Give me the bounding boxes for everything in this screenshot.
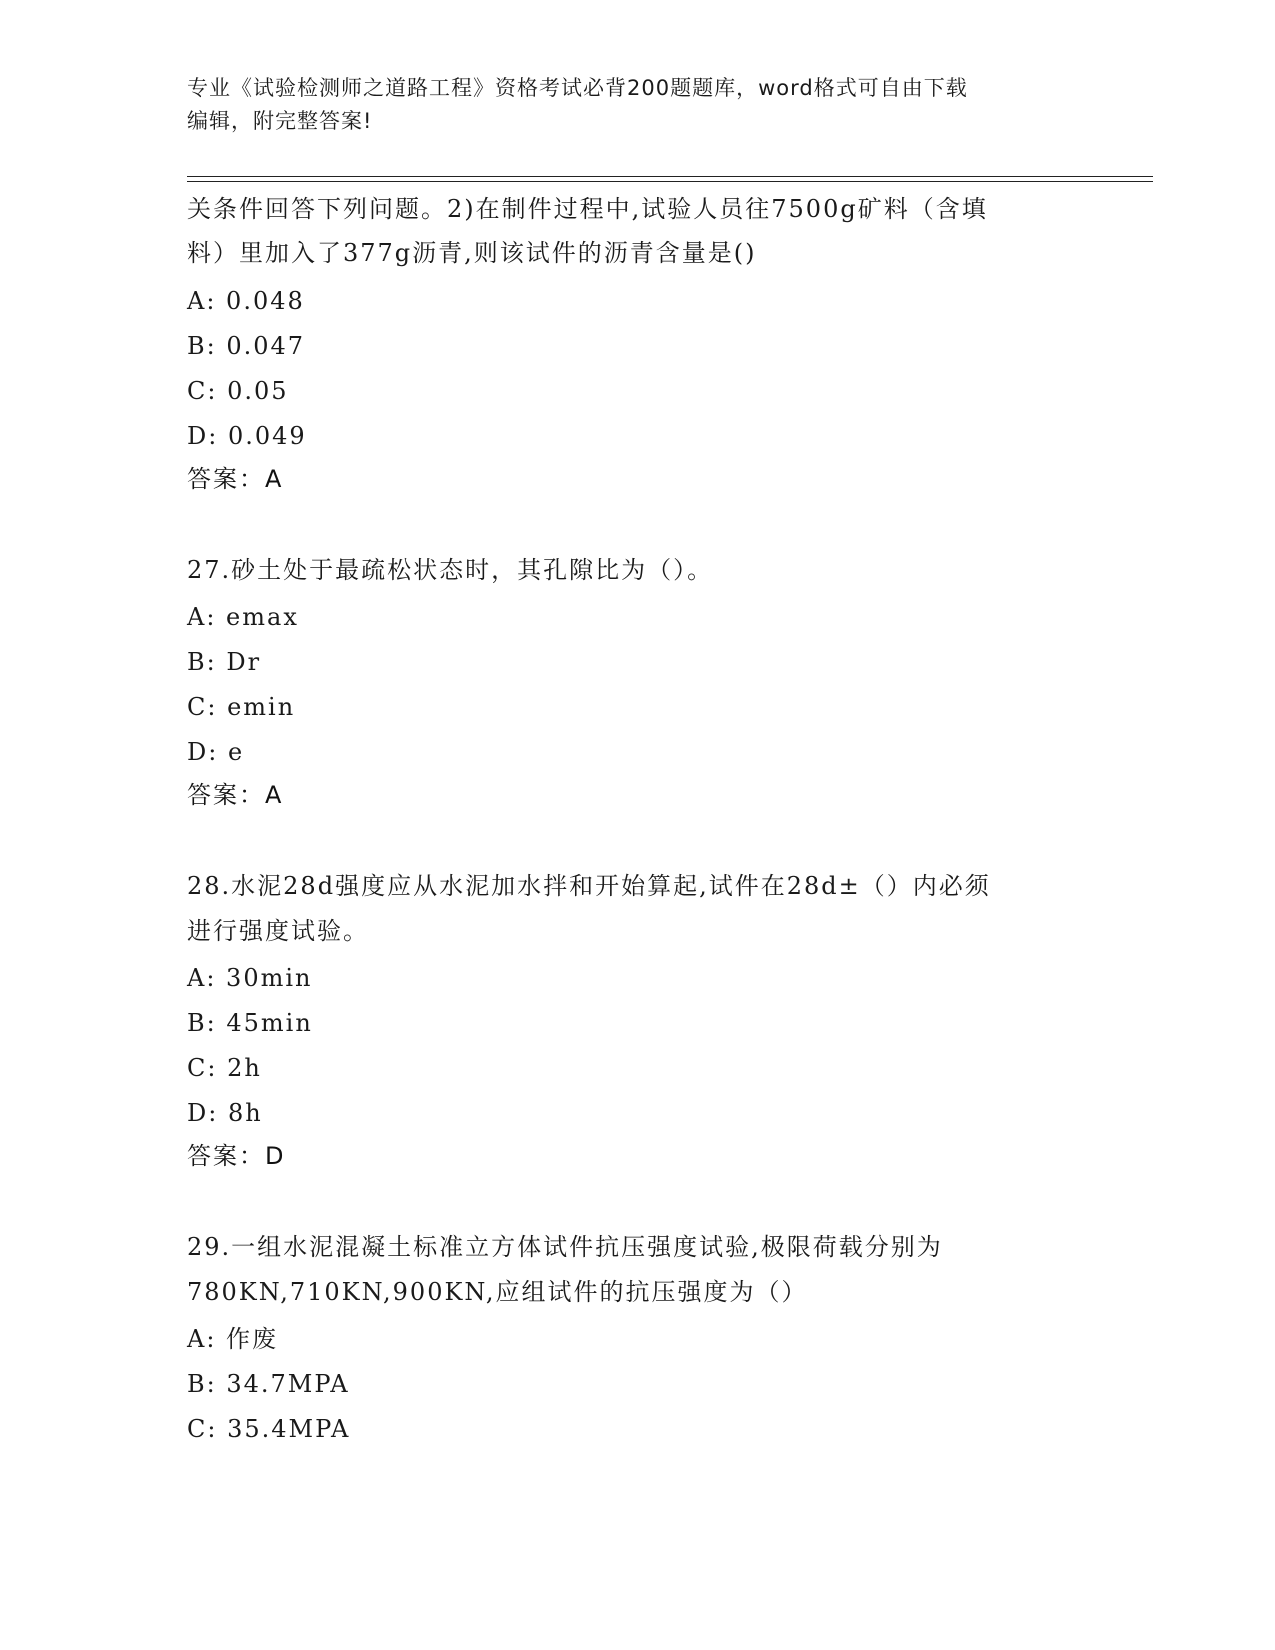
option-b: B: Dr xyxy=(187,648,262,676)
header-title-line1: 专业《试验检测师之道路工程》资格考试必背200题题库，word格式可自由下载 xyxy=(187,76,968,100)
option-a: A: emax xyxy=(187,603,299,631)
question-stem-line: 28.水泥28d强度应从水泥加水拌和开始算起,试件在28d±（）内必须 xyxy=(187,872,991,900)
question-stem-line: 27.砂土处于最疏松状态时，其孔隙比为（）。 xyxy=(187,556,714,584)
question-stem-line: 进行强度试验。 xyxy=(187,917,369,945)
option-b: B: 45min xyxy=(187,1009,313,1037)
option-c: C: 2h xyxy=(187,1054,262,1082)
option-c: C: 0.05 xyxy=(187,377,289,405)
option-a: A: 30min xyxy=(187,964,313,992)
header-title-line2: 编辑，附完整答案! xyxy=(187,109,373,133)
answer-label: 答案：A xyxy=(187,781,284,809)
question-stem-line: 料）里加入了377g沥青,则该试件的沥青含量是() xyxy=(187,239,757,267)
answer-label: 答案：A xyxy=(187,465,284,493)
answer-label: 答案：D xyxy=(187,1142,286,1170)
option-a: A: 0.048 xyxy=(187,287,305,315)
option-c: C: 35.4MPA xyxy=(187,1415,351,1443)
option-a: A: 作废 xyxy=(187,1325,279,1353)
question-stem-line: 关条件回答下列问题。2)在制件过程中,试验人员往7500g矿料（含填 xyxy=(187,195,988,223)
question-stem-line: 780KN,710KN,900KN,应组试件的抗压强度为（） xyxy=(187,1278,808,1306)
header-divider-top xyxy=(187,176,1153,177)
document-header xyxy=(187,72,1087,138)
header-divider-bottom xyxy=(187,181,1153,182)
option-d: D: 8h xyxy=(187,1099,263,1127)
option-d: D: 0.049 xyxy=(187,422,307,450)
option-c: C: emin xyxy=(187,693,296,721)
option-b: B: 0.047 xyxy=(187,332,306,360)
question-stem-line: 29.一组水泥混凝土标准立方体试件抗压强度试验,极限荷载分别为 xyxy=(187,1233,943,1261)
option-d: D: e xyxy=(187,738,245,766)
option-b: B: 34.7MPA xyxy=(187,1370,350,1398)
